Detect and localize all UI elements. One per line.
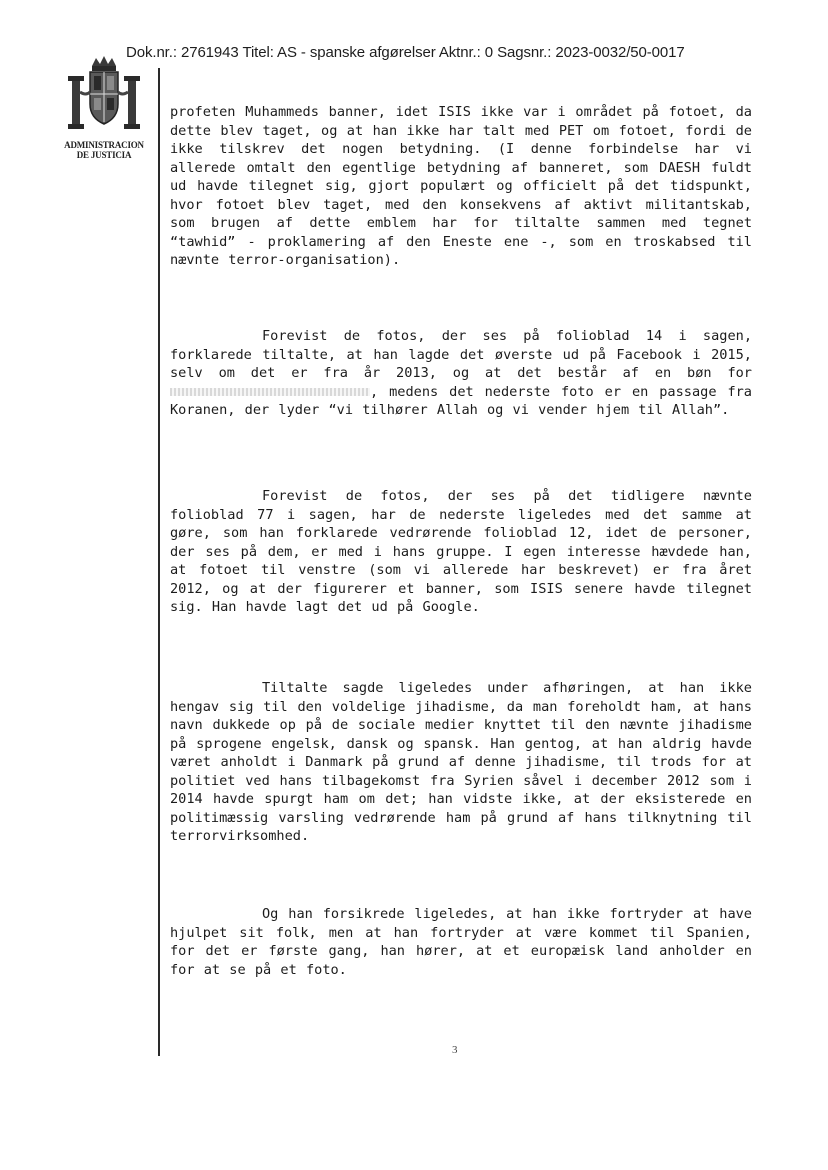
- document-header: Dok.nr.: 2761943 Titel: AS - spanske afgørelser Aktnr.: 0 Sagsnr.: 2023-0032/50-0017: [126, 44, 685, 61]
- crest-label-line2: DE JUSTICIA: [76, 150, 132, 160]
- paragraph-4: Tiltalte sagde ligeledes under afhøringen, at han ikke hengav sig til den voldelige jihadisme, da man foreholdt ham, at hans navn dukkede op på de sociale medier knyttet til den nævnte jihadisme på sprogene engelsk, dansk og spansk. Han gentog, at han aldrig havde været anholdt i Danmark på grund af denne jihadisme, til trods for at politiet ved hans tilbagekomst fra Syrien såvel i december 2012 som i 2014 havde spurgt ham om det; han vidste ikke, at der eksisterede en politimæssig varsling vedrørende ham på grund af hans tilknytning til terrorvirksomhed.: [170, 680, 752, 844]
- redaction-mark: [170, 388, 370, 396]
- crest-label-line1: ADMINISTRACION: [64, 140, 144, 150]
- paragraph-1: profeten Muhammeds banner, idet ISIS ikke var i området på fotoet, da dette blev taget, og at han ikke har talt med PET om fotoet, fordi de ikke tilskrev det nogen betydning. (I denne forbindelse har vi allerede omtalt den egentlige betydning af banneret, som DAESH fuldt ud havde tilegnet sig, gjort populært og officielt på det tidspunkt, hvor fotoet blev taget, med den konsekvens af aktivt militantskab, som brugen af dette emblem har for tiltalte sammen med tegnet “tawhid” - proklamering af den Eneste ene -, som en troskabsed til nævnte terror-organisation).: [170, 104, 752, 268]
- paragraph-2: [170, 327, 752, 420]
- page-number: 3: [452, 1044, 458, 1056]
- margin-rule: [158, 68, 160, 1056]
- crest-logo: [56, 52, 152, 172]
- coat-of-arms-icon: [62, 52, 146, 138]
- paragraph-2-text-after: , medens det nederste foto er en passage fra Koranen, der lyder “vi tilhører Allah og vi vender hjem til Allah”.: [170, 383, 752, 418]
- paragraph-2-text-before: Forevist de fotos, der ses på folioblad 14 i sagen, forklarede tiltalte, at han lagde det øverste ud på Facebook i 2015, selv om det er fra år 2013, og at det består af en bøn for: [170, 328, 752, 381]
- paragraph-5: Og han forsikrede ligeledes, at han ikke fortryder at have hjulpet sit folk, men at han fortryder at være kommet til Spanien, for det er første gang, han hører, at et europæisk land anholder en for at se på et foto.: [170, 906, 752, 978]
- paragraph-3: Forevist de fotos, der ses på det tidligere nævnte folioblad 77 i sagen, har de nederste ligeledes med det samme at gøre, som han forklarede vedrørende folioblad 12, idet de personer, der ses på dem, er med i hans gruppe. I egen interesse hævdede han, at fotoet til venstre (som vi allerede har beskrevet) er fra året 2012, og at der figurerer et banner, som ISIS senere havde tilegnet sig. Han havde lagt det ud på Google.: [170, 488, 752, 615]
